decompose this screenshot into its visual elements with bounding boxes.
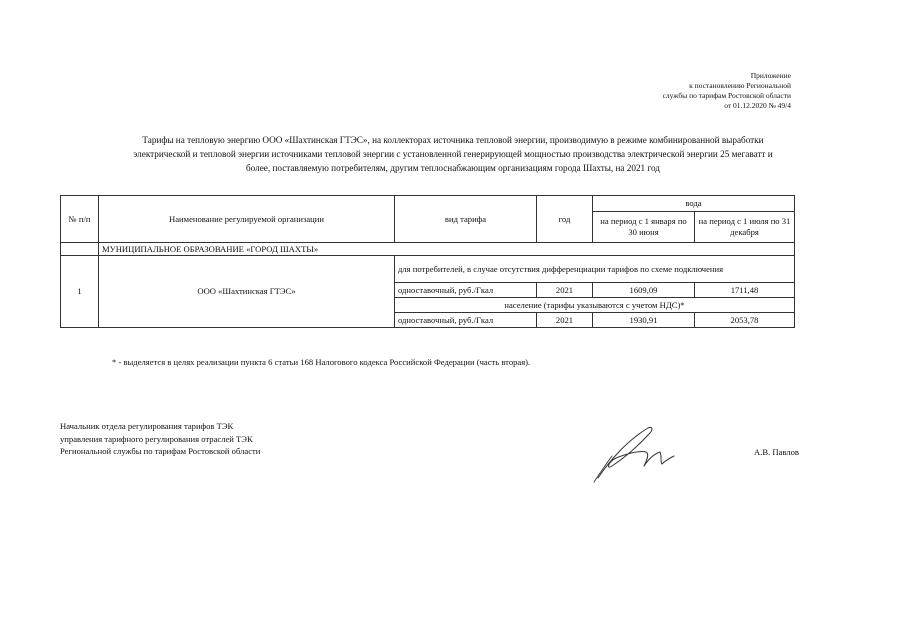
document-title [58, 133, 848, 175]
period-2-value: 2053,78 [695, 313, 795, 328]
row-num: 1 [61, 256, 99, 328]
signoff-line: Начальник отдела регулирования тарифов ТЭК [60, 421, 234, 431]
row-organization: ООО «Шахтинская ГТЭС» [99, 256, 395, 328]
header-num: № п/п [61, 196, 99, 243]
header-water: вода [593, 196, 795, 212]
appendix-header [663, 71, 791, 111]
signoff-block [60, 420, 260, 458]
tariff-type-cell: одноставочный, руб./Гкал [395, 283, 537, 298]
title-line: Тарифы на тепловую энергию ООО «Шахтинская ГТЭС», на коллекторах источника тепловой энергии, производимую в режиме комбинированной выработки [142, 135, 764, 145]
municipality-num-cell [61, 243, 99, 256]
title-line: электрической и тепловой энергии источниками тепловой энергии с установленной генерирующей мощностью производства электрической энергии 25 мегаватт и [133, 149, 773, 159]
year-cell: 2021 [537, 313, 593, 328]
signature-icon [588, 420, 698, 485]
header-year: год [537, 196, 593, 243]
municipality-row: МУНИЦИПАЛЬНОЕ ОБРАЗОВАНИЕ «ГОРОД ШАХТЫ» [99, 243, 795, 256]
year-cell: 2021 [537, 283, 593, 298]
period-1-value: 1930,91 [593, 313, 695, 328]
appendix-line: Приложение [750, 71, 791, 80]
appendix-line: от 01.12.2020 № 49/4 [724, 101, 791, 110]
signer-name: А.В. Павлов [754, 447, 799, 457]
tariff-type-cell: одноставочный, руб./Гкал [395, 313, 537, 328]
appendix-line: к постановлению Региональной [689, 81, 791, 90]
appendix-line: службы по тарифам Ростовской области [662, 91, 791, 100]
header-tariff-type: вид тарифа [395, 196, 537, 243]
section-consumers: для потребителей, в случае отсутствия дифференциации тарифов по схеме подключения [395, 256, 795, 283]
section-population: население (тарифы указываются с учетом НДС)* [395, 298, 795, 313]
period-1-value: 1609,09 [593, 283, 695, 298]
footnote: * - выделяется в целях реализации пункта 6 статьи 168 Налогового кодекса Российской Федерации (часть вторая). [112, 357, 531, 367]
header-period-1: на период с 1 января по 30 июня [593, 212, 695, 243]
signoff-line: Региональной службы по тарифам Ростовской области [60, 446, 261, 456]
tariff-table [60, 195, 795, 328]
header-organization: Наименование регулируемой организации [99, 196, 395, 243]
header-period-2: на период с 1 июля по 31 декабря [695, 212, 795, 243]
title-line: более, поставляемую потребителям, другим теплоснабжающим организациям города Шахты, на 2021 год [246, 163, 660, 173]
period-2-value: 1711,48 [695, 283, 795, 298]
signoff-line: управления тарифного регулирования отраслей ТЭК [60, 433, 253, 444]
